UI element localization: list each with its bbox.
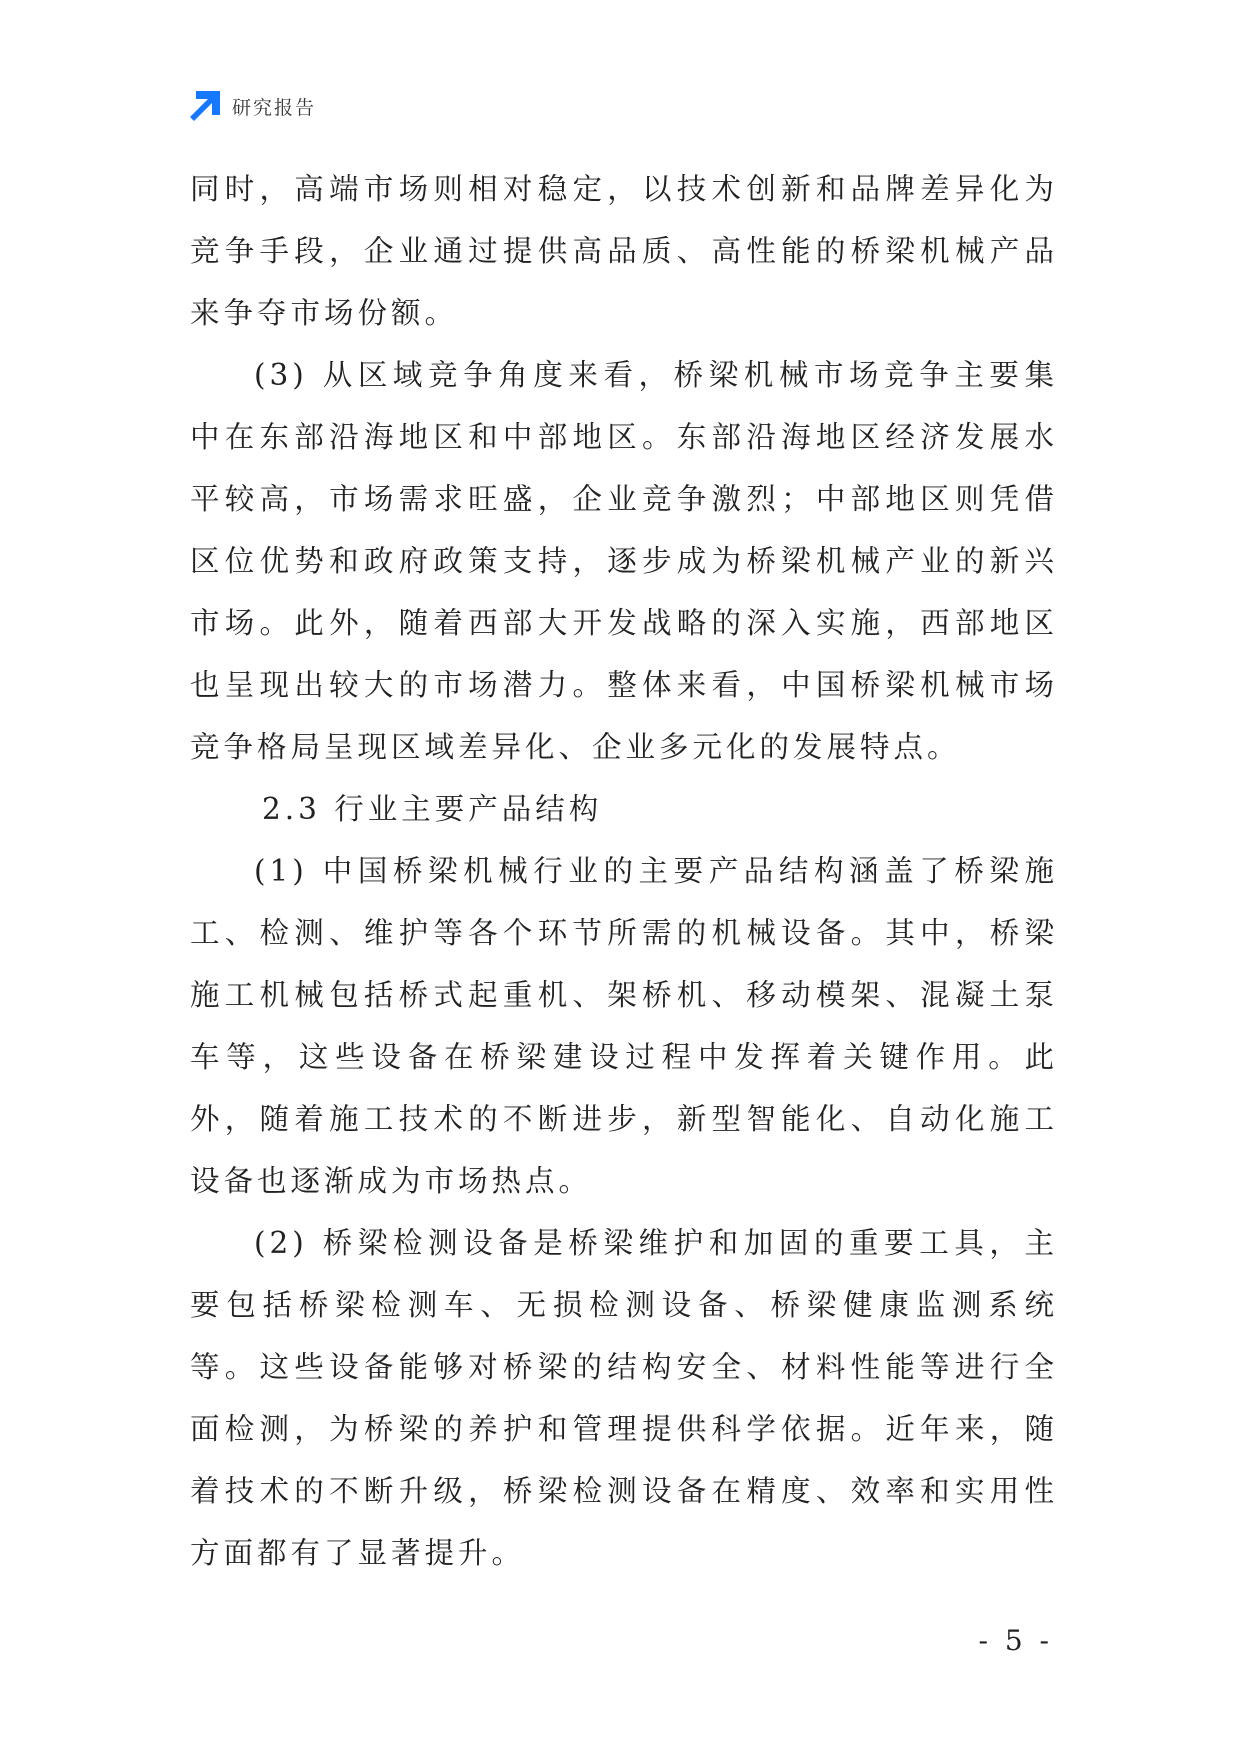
- page-header: [190, 90, 316, 122]
- arrow-up-right-icon: [190, 91, 220, 121]
- page-number: - 5 -: [978, 1624, 1053, 1657]
- header-title: 研究报告: [232, 96, 317, 119]
- paragraph-continuation: 同时，高端市场则相对稳定，以技术创新和品牌差异化为竞争手段，企业通过提供高品质、高性能的桥梁机械产品来争夺市场份额。: [190, 172, 1058, 330]
- document-body: [190, 158, 1058, 1584]
- paragraph-regional-competition: (3) 从区域竞争角度来看，桥梁机械市场竞争主要集中在东部沿海地区和中部地区。东部沿海地区经济发展水平较高，市场需求旺盛，企业竞争激烈；中部地区则凭借区位优势和政府政策支持，逐步成为桥梁机械产业的新兴市场。此外，随着西部大开发战略的深入实施，西部地区也呈现出较大的市场潜力。整体来看，中国桥梁机械市场竞争格局呈现区域差异化、企业多元化的发展特点。: [190, 358, 1058, 764]
- paragraph-inspection-equipment: (2) 桥梁检测设备是桥梁维护和加固的重要工具，主要包括桥梁检测车、无损检测设备、桥梁健康监测系统等。这些设备能够对桥梁的结构安全、材料性能等进行全面检测，为桥梁的养护和管理提供科学依据。近年来，随着技术的不断升级，桥梁检测设备在精度、效率和实用性方面都有了显著提升。: [190, 1226, 1058, 1570]
- paragraph-product-structure: (1) 中国桥梁机械行业的主要产品结构涵盖了桥梁施工、检测、维护等各个环节所需的机械设备。其中，桥梁施工机械包括桥式起重机、架桥机、移动模架、混凝土泵车等，这些设备在桥梁建设过程中发挥着关键作用。此外，随着施工技术的不断进步，新型智能化、自动化施工设备也逐渐成为市场热点。: [190, 854, 1058, 1198]
- section-heading: 2.3 行业主要产品结构: [262, 792, 603, 826]
